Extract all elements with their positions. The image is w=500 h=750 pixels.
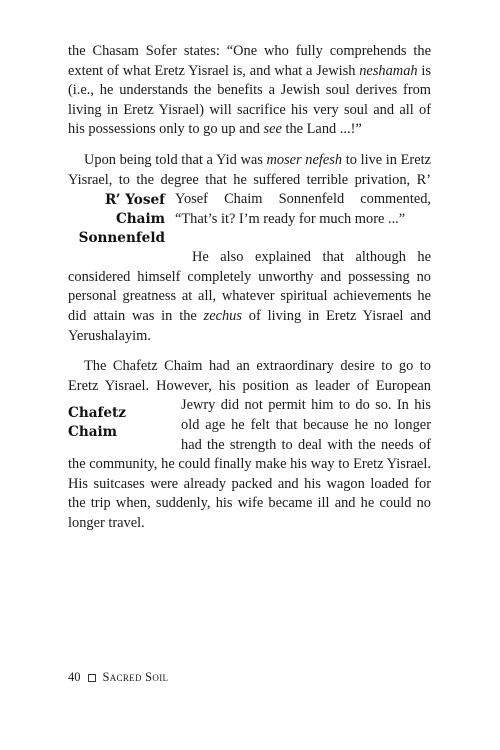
italic-term: neshamah: [359, 62, 418, 79]
paragraph-text: Upon being told that a Yid was: [84, 151, 267, 168]
italic-term: zechus: [203, 307, 242, 324]
side-heading-sonnenfeld: [68, 191, 175, 248]
page-body: [68, 42, 431, 533]
page-number: 40: [68, 670, 81, 684]
paragraph-chasam-sofer: [68, 42, 431, 140]
side-heading-line: R’ Yosef Chaim: [104, 192, 165, 228]
italic-term: moser nefesh: [266, 151, 343, 168]
paragraph-text: The Chafetz Chaim had an extraordinary desire to go to Eretz Yisrael. However, his position as leader of European Jewry did: [68, 358, 431, 414]
page-footer: [68, 670, 168, 685]
paragraph-text: is (i.e., he understands the benefits a Jewish soul derives from living in Eretz Yisrael) will sacrifice his very soul and all of his possessions only to go up and: [68, 62, 431, 138]
paragraph-text: not permit him to do so. In his old age he felt that because he no longer had the strength to deal with the needs of the community, he could finally make his way to Eretz Yisrael. His suitcases were already packed and his wagon loaded for the trip when, suddenly, his wife became ill and he could no longer travel.: [68, 397, 431, 531]
paragraph-text: to live in Eretz Yisrael, to the degree that he suffered terrible privation, R’ Yosef: [68, 151, 431, 208]
paragraph-text: the Chasam Sofer states: “One who fully comprehends the extent of what Eretz Yisrael is, and what a Jewish: [68, 43, 431, 79]
paragraph-sonnenfeld: [68, 151, 431, 346]
paragraph-text: the Land ...!”: [281, 121, 362, 138]
running-title: Sacred Soil: [102, 670, 169, 684]
side-heading-chafetz-chaim: Chafetz Chaim: [68, 405, 127, 441]
paragraph-text: of living in Eretz Yisrael and Yerushalayim.: [68, 307, 431, 344]
paragraph-chafetz-chaim: [68, 357, 431, 533]
paragraph-text: Chaim Sonnenfeld commented, “That’s it? I’m ready for much more ...”: [175, 191, 432, 227]
side-heading-line: Sonnenfeld: [78, 230, 165, 247]
square-ornament-icon: [88, 674, 96, 682]
paragraph-text: He also explained that although he considered himself completely unworthy and possessing no personal greatness at all, whatever spiritual achievements he did attain was in the: [68, 249, 431, 324]
italic-term: see: [263, 121, 282, 138]
